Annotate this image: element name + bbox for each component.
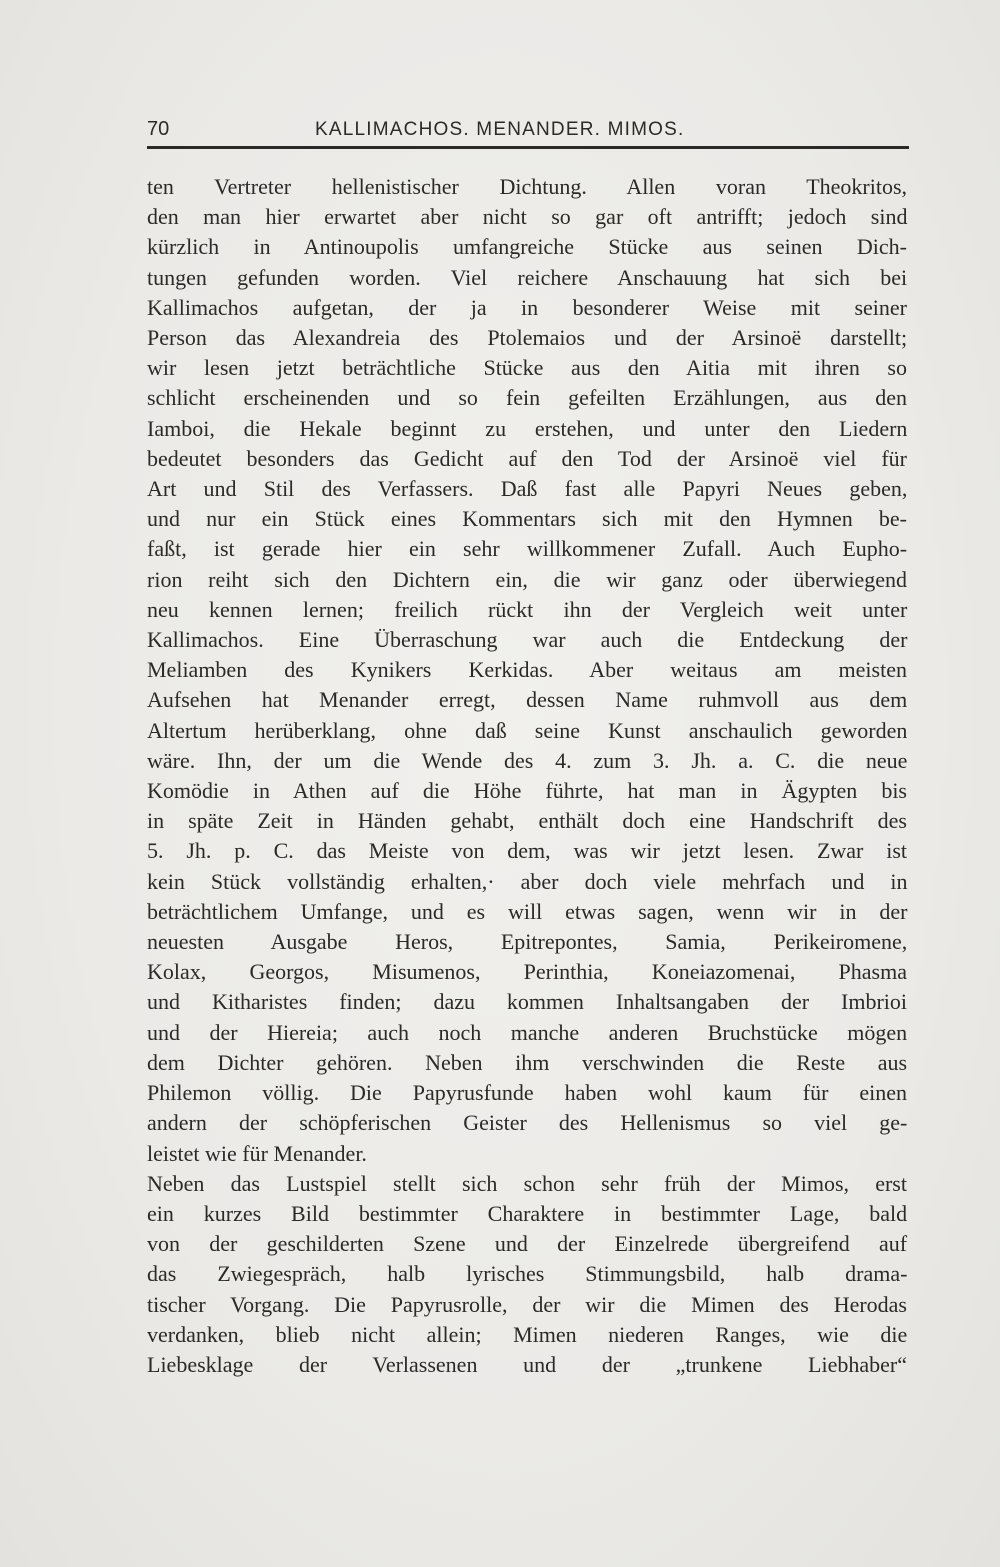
text-line: wäre. Ihn, der um die Wende des 4. zum 3. Jh. a. C. die neue xyxy=(147,747,908,773)
text-line: den man hier erwartet aber nicht so gar oft antrifft; jedoch sind xyxy=(147,204,908,230)
text-line: Aufsehen hat Menander erregt, dessen Name ruhmvoll aus dem xyxy=(147,687,908,713)
text-line-paragraph-end: leistet wie für Menander. xyxy=(147,1140,367,1166)
header-rule xyxy=(147,146,909,149)
text-line: faßt, ist gerade hier ein sehr willkommener Zufall. Auch Eupho- xyxy=(147,536,908,562)
text-line: neu kennen lernen; freilich rückt ihn der Vergleich weit unter xyxy=(147,596,908,622)
text-line: in späte Zeit in Händen gehabt, enthält doch eine Handschrift des xyxy=(147,808,907,834)
page-number: 70 xyxy=(147,118,170,140)
text-line: kürzlich in Antinoupolis umfangreiche Stücke aus seinen Dich- xyxy=(147,234,907,260)
text-line: und Kitharistes finden; dazu kommen Inhaltsangaben der Imbrioi xyxy=(147,989,907,1015)
running-header xyxy=(147,113,909,147)
text-line: schlicht erscheinenden und so fein gefeilten Erzählungen, aus den xyxy=(147,385,907,411)
text-line: andern der schöpferischen Geister des Hellenismus so viel ge- xyxy=(147,1110,908,1136)
text-line: Kolax, Georgos, Misumenos, Perinthia, Koneiazomenai, Phasma xyxy=(147,959,907,985)
text-line: Philemon völlig. Die Papyrusfunde haben wohl kaum für einen xyxy=(147,1080,907,1106)
text-line: Meliamben des Kynikers Kerkidas. Aber weitaus am meisten xyxy=(147,657,907,683)
running-title: KALLIMACHOS. MENANDER. MIMOS. xyxy=(315,119,685,140)
text-line: von der geschilderten Szene und der Einzelrede übergreifend auf xyxy=(147,1231,908,1257)
text-line: dem Dichter gehören. Neben ihm verschwinden die Reste aus xyxy=(147,1049,908,1075)
text-line: Liebesklage der Verlassenen und der „trunkene Liebhaber“ xyxy=(147,1351,907,1377)
text-line: das Zwiegespräch, halb lyrisches Stimmungsbild, halb drama- xyxy=(147,1261,908,1287)
text-line: kein Stück vollständig erhalten,· aber doch viele mehrfach und in xyxy=(147,868,908,894)
body-text xyxy=(147,172,907,1380)
text-line: Iamboi, die Hekale beginnt zu erstehen, und unter den Liedern xyxy=(147,415,908,441)
text-line: neuesten Ausgabe Heros, Epitrepontes, Samia, Perikeiromene, xyxy=(147,929,908,955)
text-line: Person das Alexandreia des Ptolemaios und der Arsinoë darstellt; xyxy=(147,325,908,351)
text-line: Neben das Lustspiel stellt sich schon sehr früh der Mimos, erst xyxy=(147,1170,907,1196)
text-line: bedeutet besonders das Gedicht auf den Tod der Arsinoë viel für xyxy=(147,445,907,471)
text-line: tischer Vorgang. Die Papyrusrolle, der wir die Mimen des Herodas xyxy=(147,1291,907,1317)
text-line: Komödie in Athen auf die Höhe führte, hat man in Ägypten bis xyxy=(147,778,907,804)
text-line: Kallimachos aufgetan, der ja in besonderer Weise mit seiner xyxy=(147,294,907,320)
text-line: Art und Stil des Verfassers. Daß fast alle Papyri Neues geben, xyxy=(147,476,908,502)
text-line: verdanken, blieb nicht allein; Mimen niederen Ranges, wie die xyxy=(147,1321,908,1347)
text-line: rion reiht sich den Dichtern ein, die wir ganz oder überwiegend xyxy=(147,566,907,592)
text-line: wir lesen jetzt beträchtliche Stücke aus den Aitia mit ihren so xyxy=(147,355,907,381)
text-line: und der Hiereia; auch noch manche anderen Bruchstücke mögen xyxy=(147,1019,908,1045)
text-line: tungen gefunden worden. Viel reichere Anschauung hat sich bei xyxy=(147,264,908,290)
text-line: beträchtlichem Umfange, und es will etwas sagen, wenn wir in der xyxy=(147,898,908,924)
text-line: ein kurzes Bild bestimmter Charaktere in bestimmter Lage, bald xyxy=(147,1200,908,1226)
text-line: Kallimachos. Eine Überraschung war auch die Entdeckung der xyxy=(147,627,908,653)
text-line: und nur ein Stück eines Kommentars sich mit den Hymnen be- xyxy=(147,506,907,532)
text-line: Altertum herüberklang, ohne daß seine Kunst anschaulich geworden xyxy=(147,717,908,743)
text-line: ten Vertreter hellenistischer Dichtung. Allen voran Theokritos, xyxy=(147,174,908,199)
text-line: 5. Jh. p. C. das Meiste von dem, was wir jetzt lesen. Zwar ist xyxy=(147,838,907,864)
